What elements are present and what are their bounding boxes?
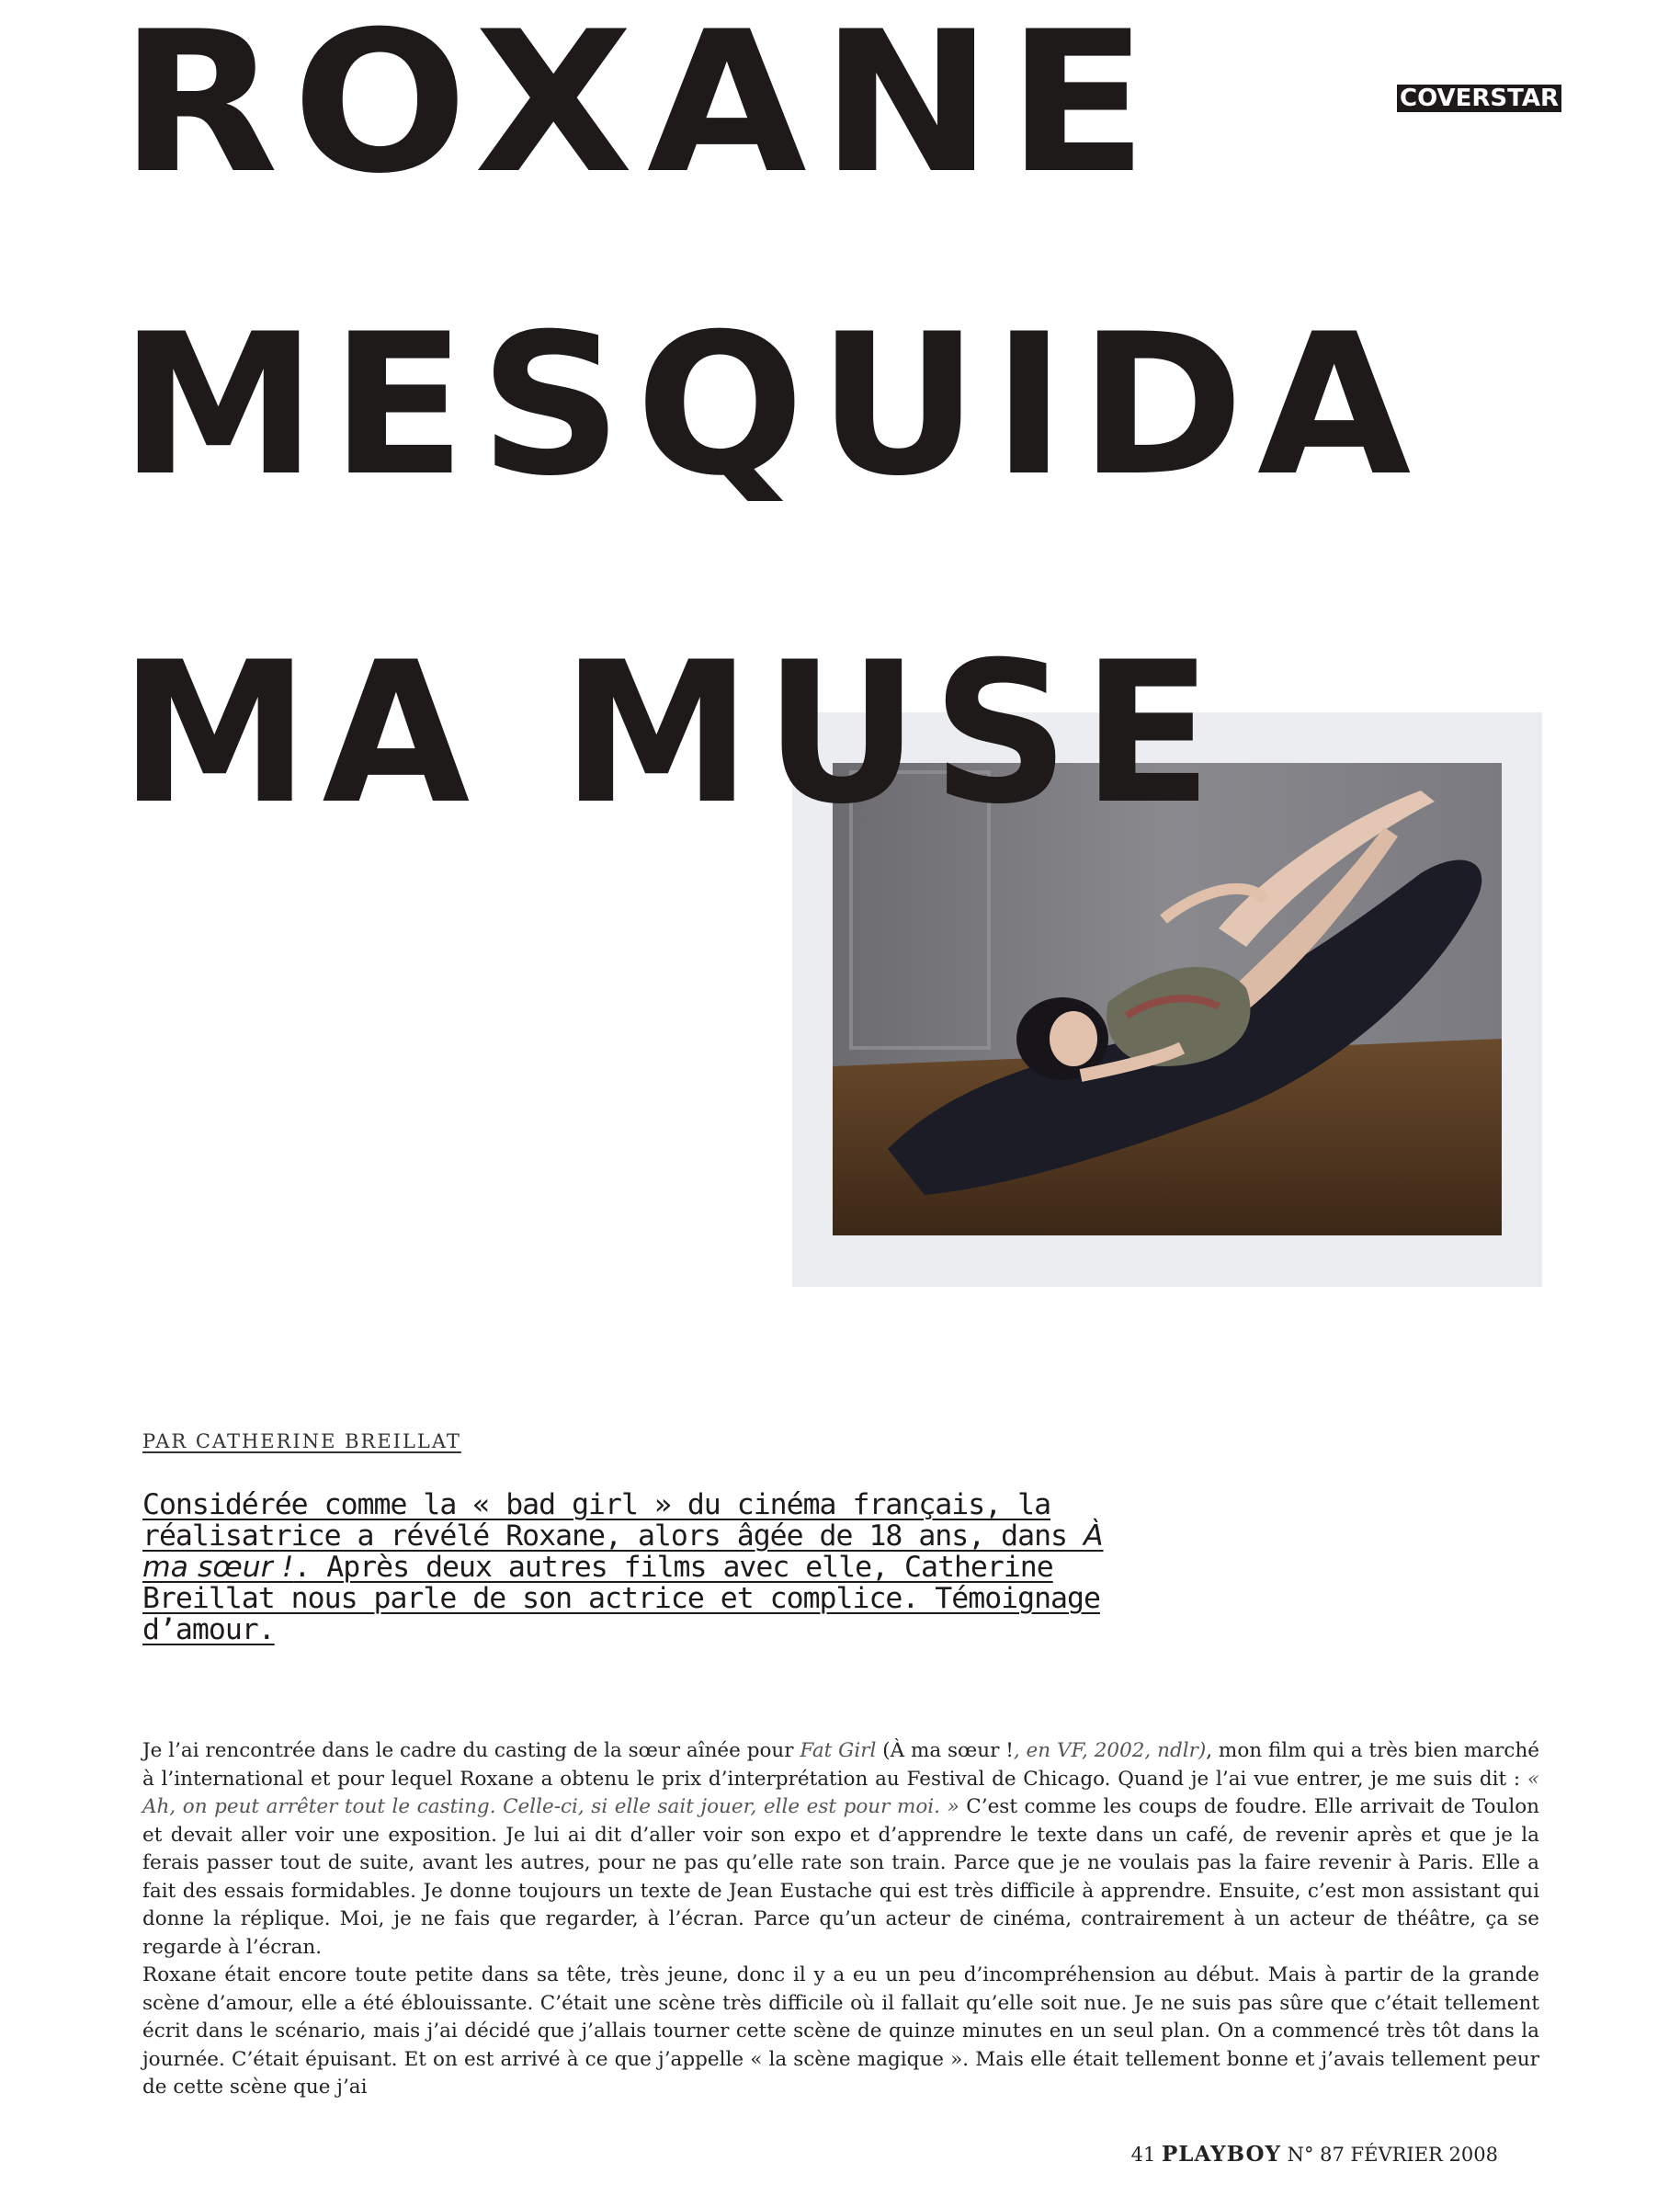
article-body [142,1737,1539,2102]
intro-text-2: . Après deux autres films avec elle, Catherine Breillat nous parle de son actrice et complice. Témoignage d’amour. [142,1551,1100,1646]
p1-text-b: (À ma sœur ! [876,1739,1014,1762]
section-badge: COVERSTAR [1397,85,1561,112]
body-paragraph-1 [142,1737,1539,1962]
issue-info: N° 87 FÉVRIER 2008 [1287,2144,1498,2166]
intro-text-1: Considérée comme la « bad girl » du cinéma français, la réalisatrice a révélé Roxane, alors âgée de 18 ans, dans [142,1488,1084,1553]
p1-editor-note: , en VF, 2002, ndlr) [1013,1739,1207,1762]
p1-text-c: , mon film qui a très bien marché à l’international et pour lequel Roxane a obtenu le prix d’interprétation au Festival de Chicago. Quand je l’ai vue entrer, je me suis dit : [142,1739,1540,1791]
p1-text-a: Je l’ai rencontrée dans le cadre du casting de la sœur aînée pour [142,1739,800,1762]
page-number: 41 [1130,2144,1156,2166]
intro-film-title: À ma sœur ! [142,1519,1104,1584]
intro-paragraph [142,1489,1135,1645]
headline-line-2: MESQUIDA [119,291,1425,518]
p1-film-title: Fat Girl [800,1739,877,1762]
p1-text-d: C’est comme les coups de foudre. Elle arrivait de Toulon et devait aller voir une exposition. Je lui ai dit d’aller voir son expo et d’apprendre le texte dans un café, de revenir après et que je la ferais passer tout de suite, avant les autres, pour ne pas qu’elle rate son train. Parce que je ne voulais pas la faire revenir à Paris. Elle a fait des essais formidables. Je donne toujours un texte de Jean Eustache qui est très difficile à apprendre. Ensuite, c’est mon assistant qui donne la réplique. Moi, je ne fais que regarder, à l’écran. Parce qu’un acteur de cinéma, contrairement à un acteur de théâtre, ça se regarde à l’écran. [142,1795,1540,1959]
magazine-brand: PLAYBOY [1162,2142,1281,2167]
byline: PAR CATHERINE BREILLAT [142,1430,461,1452]
headline-line-1: ROXANE [119,0,1162,216]
page-footer [1130,2142,1498,2167]
headline-line-3: MA MUSE [119,620,1225,847]
p1-quote: « Ah, on peut arrêter tout le casting. Celle-ci, si elle sait jouer, elle est pour moi. » [142,1767,1539,1818]
body-paragraph-2: Roxane était encore toute petite dans sa tête, très jeune, donc il y a eu un peu d’incompréhension au début. Mais à partir de la grande scène d’amour, elle a été éblouissante. C’était une scène très difficile où il fallait qu’elle soit nue. Je ne suis pas sûre que c’était tellement écrit dans le scénario, mais j’ai décidé que j’allais tourner cette scène de quinze minutes en un seul plan. On a commencé très tôt dans la journée. C’était épuisant. Et on est arrivé à ce que j’appelle « la scène magique ». Mais elle était tellement bonne et j’avais tellement peur de cette scène que j’ai [142,1963,1539,2099]
